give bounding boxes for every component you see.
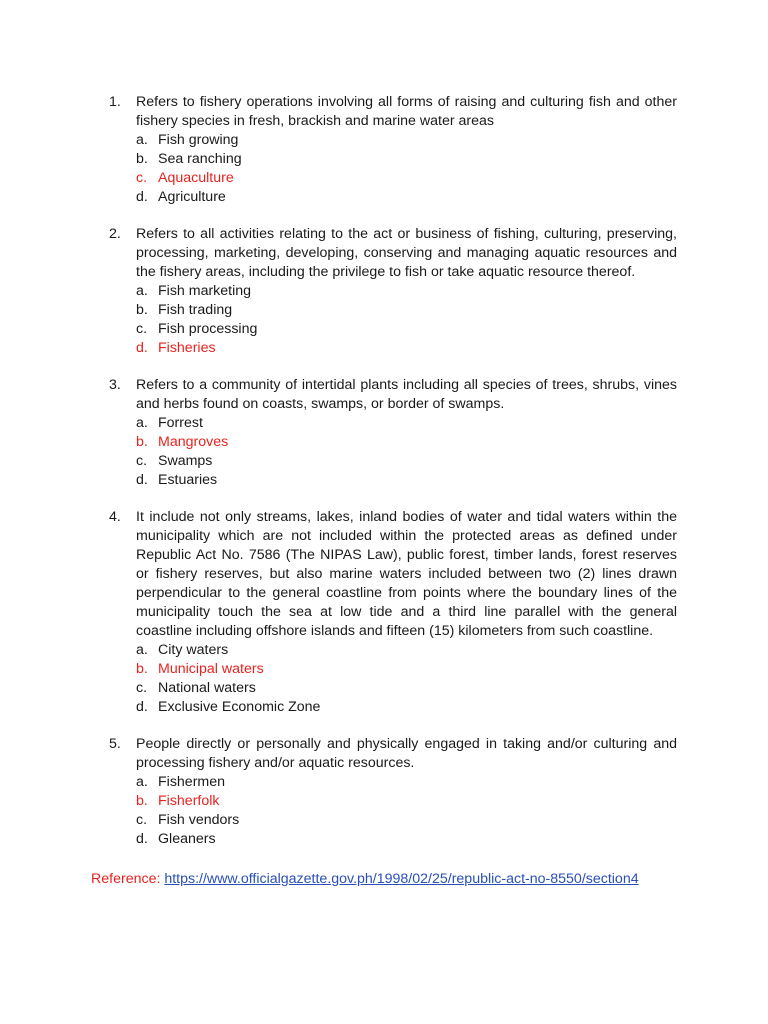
answer-option: [136, 301, 677, 320]
answer-option: [136, 414, 677, 433]
answer-option: [136, 679, 677, 698]
option-text: Fishermen: [158, 774, 226, 790]
answer-options: [136, 773, 677, 849]
answer-option: [136, 830, 677, 849]
option-text: Fisheries: [158, 340, 216, 356]
option-text: Sea ranching: [158, 151, 242, 167]
option-letter: d.: [136, 699, 148, 715]
option-letter: a.: [136, 415, 148, 431]
answer-option-correct: [136, 169, 677, 188]
answer-option: [136, 641, 677, 660]
question-text: People directly or personally and physically engaged in taking and/or culturing and processing fishery and/or aquatic resources.: [136, 736, 677, 771]
option-text: Fish processing: [158, 321, 258, 337]
option-text: Fish growing: [158, 132, 239, 148]
question-number: 2.: [109, 226, 121, 242]
option-letter: b.: [136, 434, 148, 450]
question-number: 3.: [109, 377, 121, 393]
option-text: Swamps: [158, 453, 213, 469]
answer-option: [136, 698, 677, 717]
option-letter: b.: [136, 302, 148, 318]
option-text: Exclusive Economic Zone: [158, 699, 321, 715]
answer-option-correct: [136, 660, 677, 679]
answer-option-correct: [136, 792, 677, 811]
answer-option: [136, 188, 677, 207]
reference-line: [91, 870, 639, 889]
option-letter: b.: [136, 151, 148, 167]
option-letter: a.: [136, 283, 148, 299]
answer-option: [136, 773, 677, 792]
answer-options: [136, 282, 677, 358]
question-number: 1.: [109, 94, 121, 110]
option-text: Mangroves: [158, 434, 229, 450]
answer-options: [136, 131, 677, 207]
option-text: Aquaculture: [158, 170, 234, 186]
answer-option: [136, 150, 677, 169]
question-text: It include not only streams, lakes, inland bodies of water and tidal waters within the municipality which are not included within the protected areas as defined under Republic Act No. 7586 (The NIPAS Law), public forest, timber lands, forest reserves or fishery reserves, but also marine waters included between two (2) lines drawn perpendicular to the general coastline from points where the boundary lines of the municipality touch the sea at low tide and a third line parallel with the general coastline including offshore islands and fifteen (15) kilometers from such coastline.: [136, 509, 677, 639]
option-text: Forrest: [158, 415, 203, 431]
option-text: Agriculture: [158, 189, 226, 205]
option-text: Fish vendors: [158, 812, 240, 828]
option-text: Fisherfolk: [158, 793, 220, 809]
option-text: Gleaners: [158, 831, 216, 847]
option-letter: c.: [136, 321, 148, 337]
answer-option: [136, 811, 677, 830]
question-item: [109, 376, 677, 490]
reference-label: Reference:: [91, 871, 165, 887]
option-letter: d.: [136, 340, 148, 356]
option-letter: a.: [136, 132, 148, 148]
question-item: [109, 508, 677, 717]
option-text: Fish trading: [158, 302, 233, 318]
option-text: Municipal waters: [158, 661, 264, 677]
answer-options: [136, 641, 677, 717]
option-text: City waters: [158, 642, 229, 658]
question-item: [109, 93, 677, 207]
option-letter: d.: [136, 831, 148, 847]
option-text: Estuaries: [158, 472, 218, 488]
answer-option: [136, 320, 677, 339]
answer-option-correct: [136, 339, 677, 358]
option-letter: c.: [136, 170, 148, 186]
answer-option: [136, 131, 677, 150]
quiz-question-list: [109, 93, 677, 867]
option-letter: c.: [136, 453, 148, 469]
question-text: Refers to all activities relating to the act or business of fishing, culturing, preserving, processing, marketing, developing, conserving and managing aquatic resources and the fishery areas, including the privilege to fish or take aquatic resource thereof.: [136, 226, 677, 280]
option-letter: d.: [136, 189, 148, 205]
option-letter: a.: [136, 774, 148, 790]
option-text: Fish marketing: [158, 283, 252, 299]
option-text: National waters: [158, 680, 256, 696]
question-number: 5.: [109, 736, 121, 752]
question-text: Refers to fishery operations involving all forms of raising and culturing fish and other fishery species in fresh, brackish and marine water areas: [136, 94, 677, 129]
answer-options: [136, 414, 677, 490]
option-letter: c.: [136, 680, 148, 696]
reference-link[interactable]: https://www.officialgazette.gov.ph/1998/02/25/republic-act-no-8550/section4: [164, 871, 639, 887]
question-item: [109, 735, 677, 849]
question-text: Refers to a community of intertidal plants including all species of trees, shrubs, vines and herbs found on coasts, swamps, or border of swamps.: [136, 377, 677, 412]
option-letter: a.: [136, 642, 148, 658]
answer-option: [136, 452, 677, 471]
question-item: [109, 225, 677, 358]
option-letter: c.: [136, 812, 148, 828]
option-letter: d.: [136, 472, 148, 488]
question-number: 4.: [109, 509, 121, 525]
answer-option: [136, 471, 677, 490]
option-letter: b.: [136, 661, 148, 677]
answer-option: [136, 282, 677, 301]
answer-option-correct: [136, 433, 677, 452]
option-letter: b.: [136, 793, 148, 809]
